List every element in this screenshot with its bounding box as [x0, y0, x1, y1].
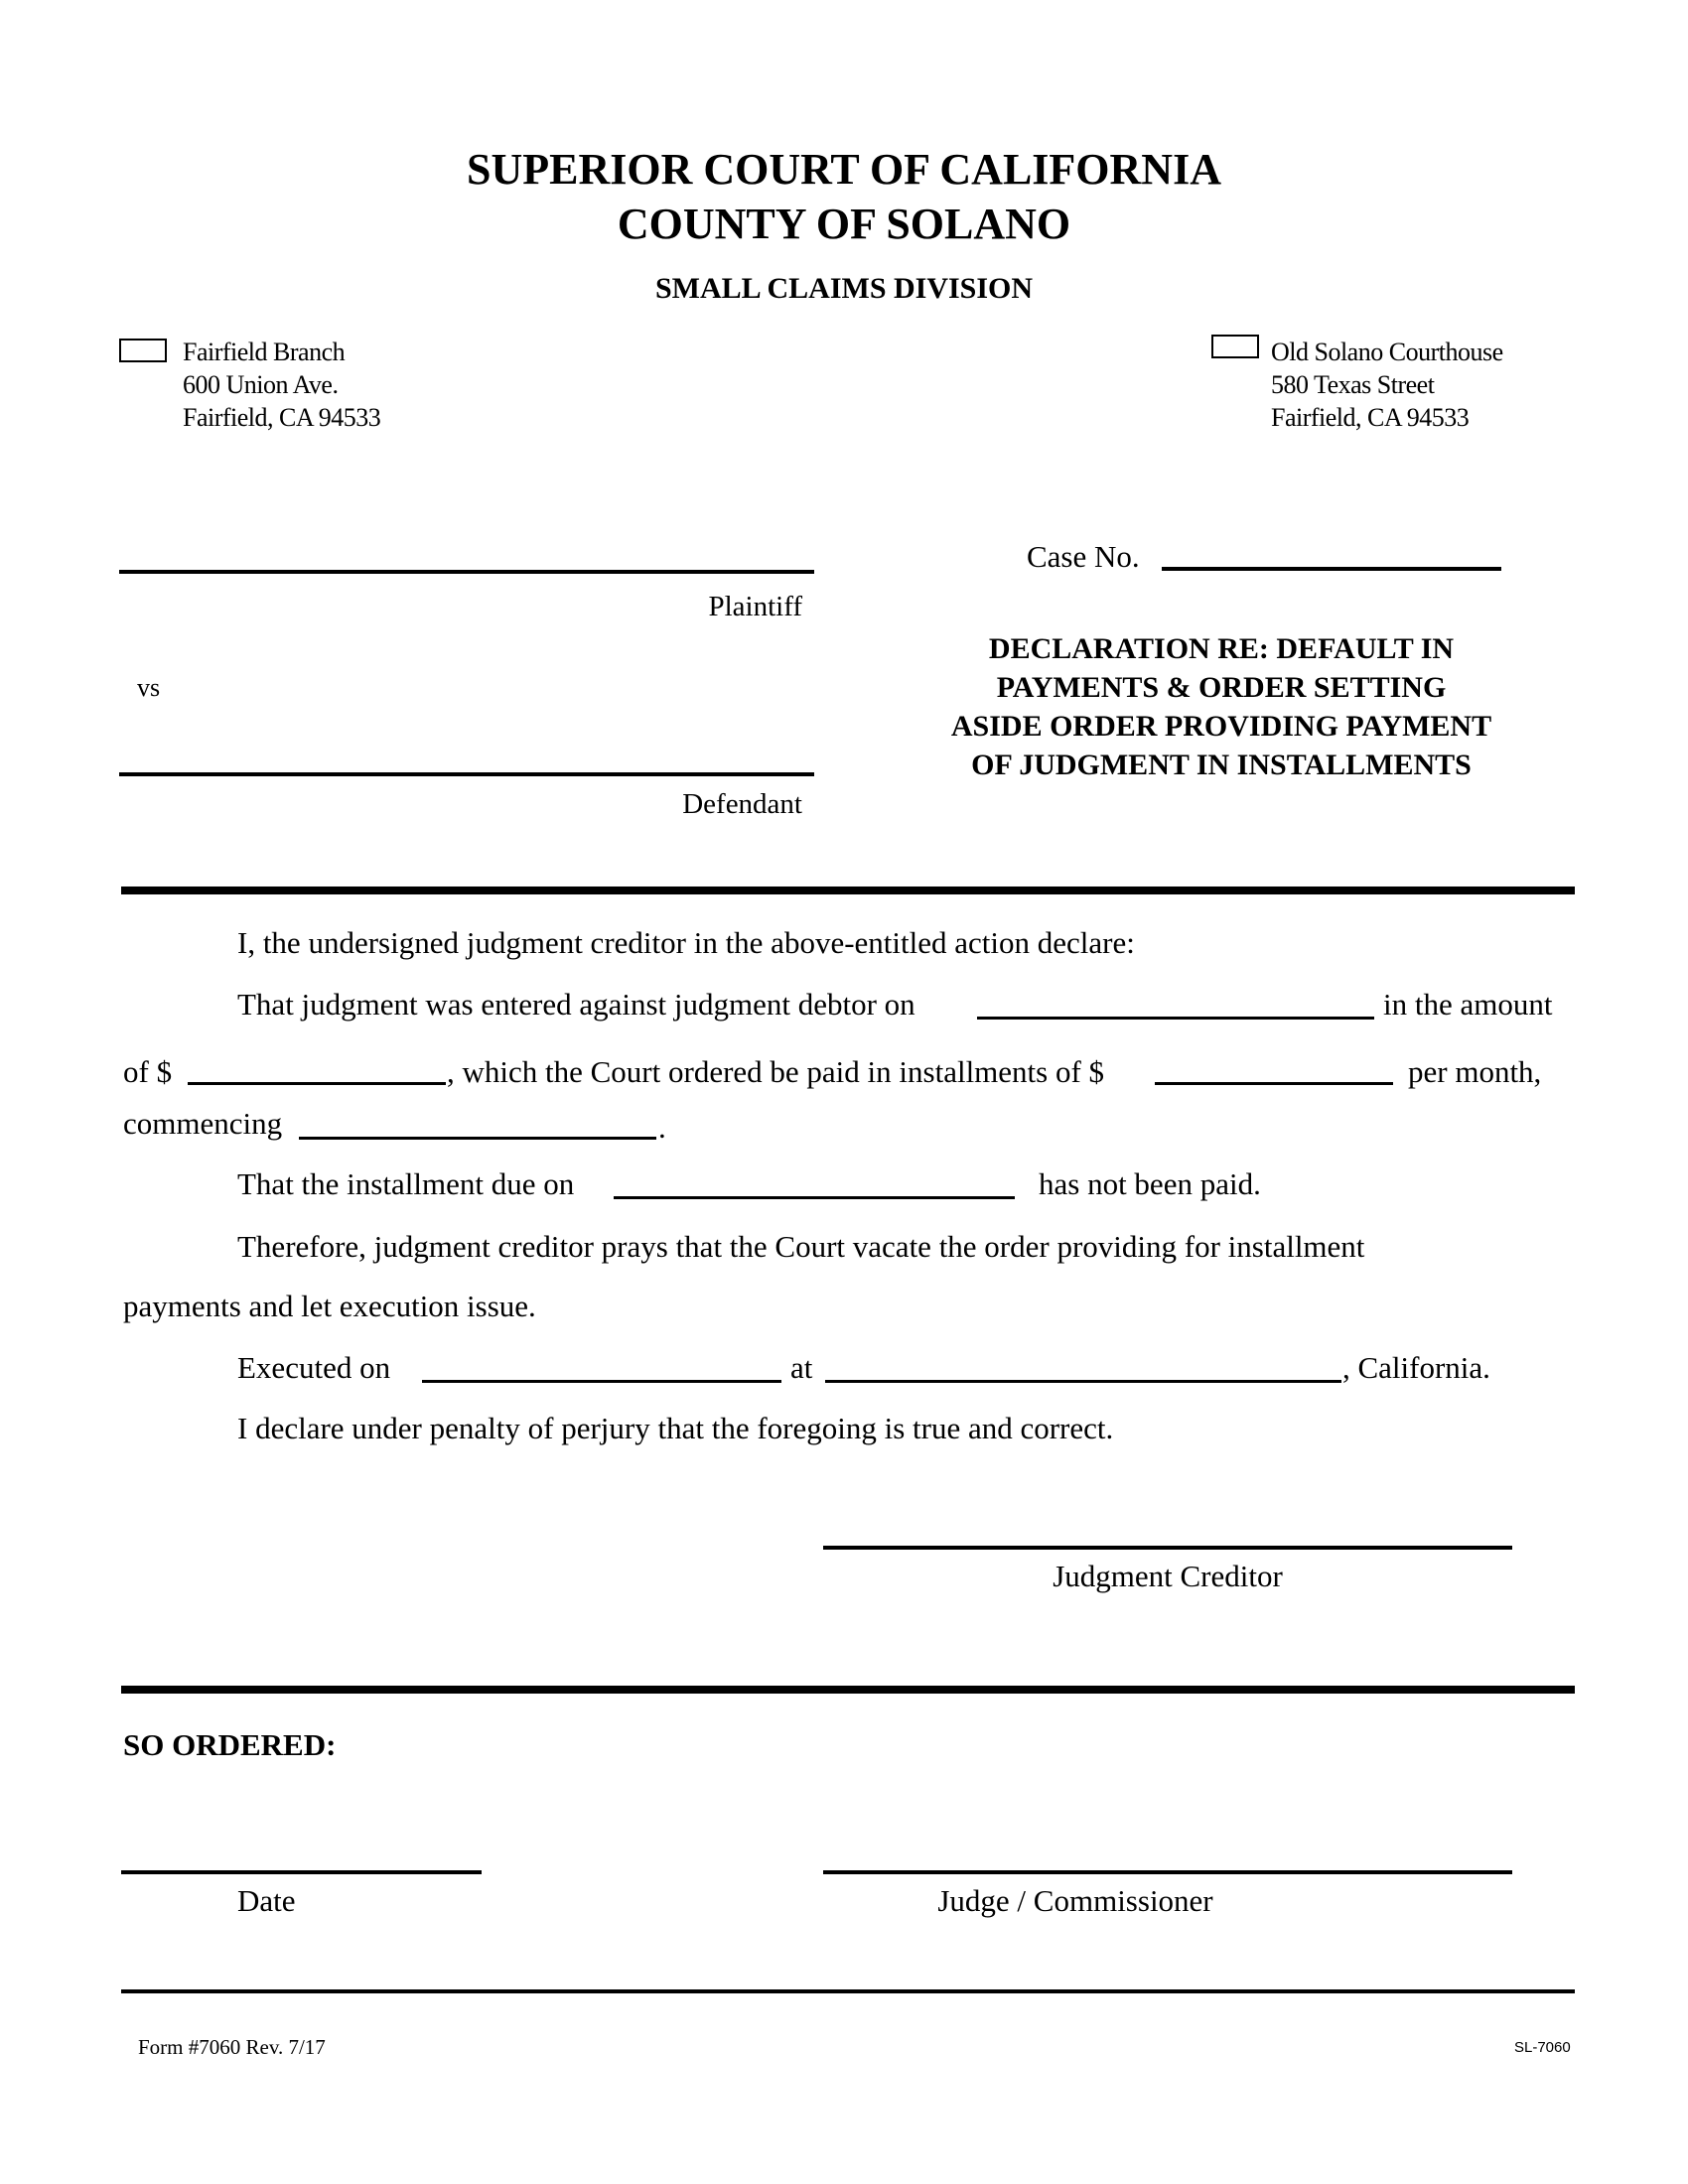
- declaration-intro: I, the undersigned judgment creditor in the above-entitled action declare:: [237, 925, 1135, 960]
- division-title: SMALL CLAIMS DIVISION: [654, 272, 1034, 305]
- california-text: , California.: [1342, 1350, 1490, 1385]
- judgment-date-line[interactable]: [977, 1017, 1374, 1020]
- creditor-signature-line[interactable]: [823, 1546, 1512, 1550]
- of-dollar-text: of $: [123, 1054, 173, 1089]
- defendant-line[interactable]: [119, 772, 814, 776]
- judge-signature-line[interactable]: [823, 1870, 1512, 1874]
- at-text: at: [790, 1350, 813, 1385]
- judgment-creditor-label: Judgment Creditor: [1053, 1559, 1283, 1593]
- footer-divider: [121, 1989, 1575, 1993]
- plaintiff-label: Plaintiff: [708, 591, 802, 622]
- installment-due-text: That the installment due on: [237, 1166, 575, 1201]
- case-no-line[interactable]: [1162, 567, 1501, 571]
- executed-place-line[interactable]: [825, 1380, 1341, 1383]
- vs-label: vs: [137, 673, 161, 702]
- form-title-line-3: ASIDE ORDER PROVIDING PAYMENT: [950, 710, 1492, 743]
- form-title-line-1: DECLARATION RE: DEFAULT IN: [988, 632, 1455, 665]
- case-no-label: Case No.: [1027, 539, 1140, 574]
- not-paid-text: has not been paid.: [1039, 1166, 1261, 1201]
- old-solano-courthouse-checkbox[interactable]: [1211, 335, 1259, 358]
- fairfield-branch-city: Fairfield, CA 94533: [183, 403, 381, 432]
- therefore-text-line-2: payments and let execution issue.: [123, 1289, 536, 1323]
- court-title: SUPERIOR COURT OF CALIFORNIA: [467, 145, 1221, 194]
- old-solano-street: 580 Texas Street: [1271, 370, 1435, 399]
- so-ordered-heading: SO ORDERED:: [123, 1727, 337, 1762]
- in-the-amount-text: in the amount: [1383, 987, 1553, 1022]
- commencing-text: commencing: [123, 1106, 283, 1141]
- per-month-text: per month,: [1408, 1054, 1542, 1089]
- fairfield-branch-street: 600 Union Ave.: [183, 370, 339, 399]
- order-divider: [121, 1686, 1575, 1694]
- old-solano-name: Old Solano Courthouse: [1271, 338, 1503, 366]
- caption-divider: [121, 887, 1575, 894]
- judgment-amount-line[interactable]: [188, 1082, 446, 1085]
- court-ordered-text: , which the Court ordered be paid in installments of $: [447, 1054, 1105, 1089]
- executed-on-text: Executed on: [237, 1350, 391, 1385]
- defendant-label: Defendant: [682, 788, 802, 820]
- fairfield-branch-checkbox[interactable]: [119, 339, 167, 362]
- installment-amount-line[interactable]: [1155, 1082, 1393, 1085]
- judgment-entered-text: That judgment was entered against judgment debtor on: [237, 987, 915, 1022]
- form-code: SL-7060: [1514, 2039, 1571, 2056]
- order-date-line[interactable]: [121, 1870, 482, 1874]
- plaintiff-line[interactable]: [119, 570, 814, 574]
- fairfield-branch-name: Fairfield Branch: [183, 338, 346, 366]
- old-solano-city: Fairfield, CA 94533: [1271, 403, 1470, 432]
- commencing-period: .: [658, 1110, 666, 1145]
- penalty-statement: I declare under penalty of perjury that the foregoing is true and correct.: [237, 1411, 1114, 1445]
- therefore-text-line-1: Therefore, judgment creditor prays that the Court vacate the order providing for installment: [237, 1229, 1365, 1264]
- form-title-line-2: PAYMENTS & ORDER SETTING: [996, 671, 1447, 704]
- installment-due-date-line[interactable]: [614, 1196, 1015, 1199]
- form-number: Form #7060 Rev. 7/17: [138, 2035, 326, 2059]
- order-date-label: Date: [237, 1883, 296, 1918]
- county-title: COUNTY OF SOLANO: [617, 200, 1071, 248]
- form-title-line-4: OF JUDGMENT IN INSTALLMENTS: [971, 749, 1472, 781]
- executed-date-line[interactable]: [422, 1380, 781, 1383]
- judge-commissioner-label: Judge / Commissioner: [937, 1883, 1213, 1918]
- commencing-date-line[interactable]: [299, 1137, 656, 1140]
